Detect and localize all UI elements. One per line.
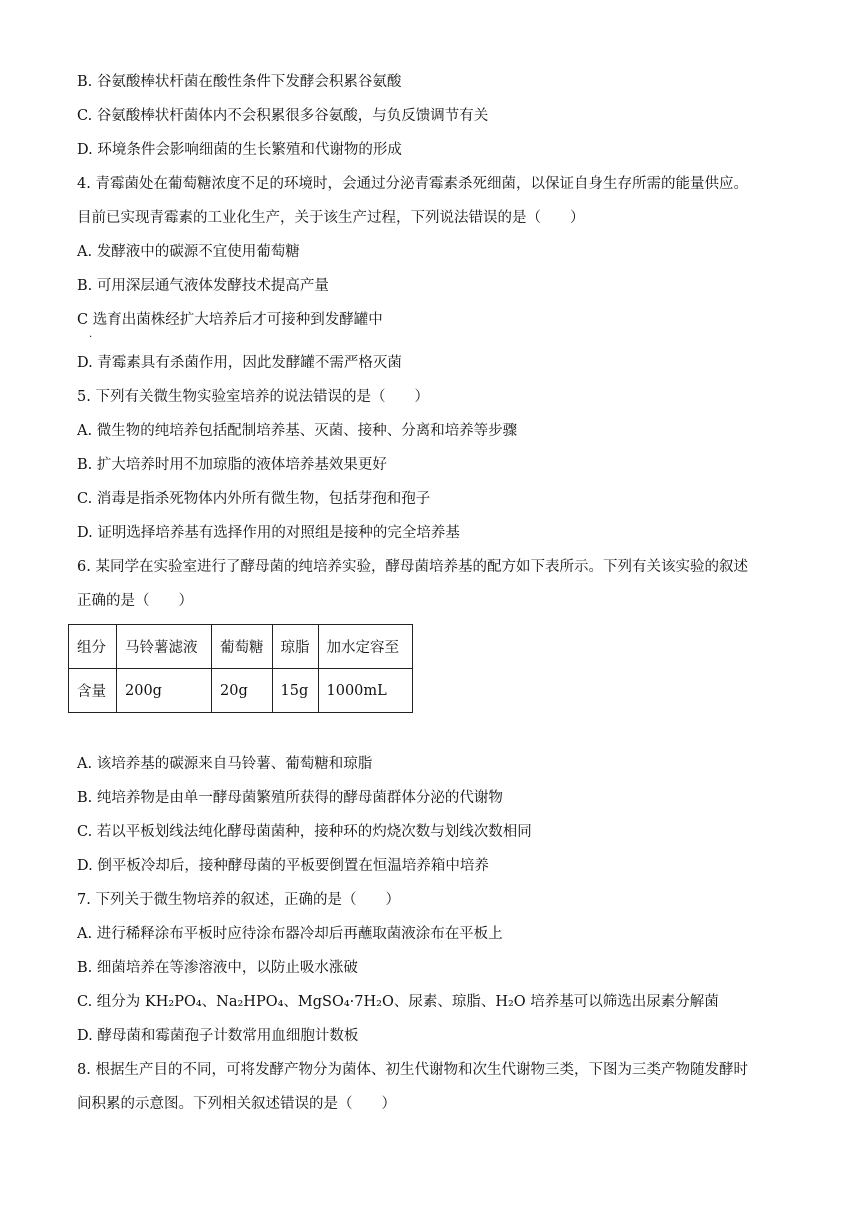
q4-stem-line-2: 目前已实现青霉素的工业化生产，关于该生产过程，下列说法错误的是（ ） [77,210,585,226]
q6-option-c: C. 若以平板划线法纯化酵母菌菌种，接种环的灼烧次数与划线次数相同 [77,824,532,840]
q4-option-d: D. 青霉素具有杀菌作用，因此发酵罐不需严格灭菌 [77,355,402,371]
q7-option-a: A. 进行稀释涂布平板时应待涂布器冷却后再蘸取菌液涂布在平板上 [77,926,503,942]
table-cell: 琼脂 [272,625,318,669]
medium-formula-table [68,624,413,713]
table-cell: 加水定容至 [318,625,412,669]
q7-stem: 7. 下列关于微生物培养的叙述，正确的是（ ） [77,892,400,908]
table-cell: 葡萄糖 [212,625,273,669]
q6-stem-line-1: 6. 某同学在实验室进行了酵母菌的纯培养实验，酵母菌培养基的配方如下表所示。下列有关该实验的叙述 [77,559,748,575]
stray-dot-mark: · [89,332,93,343]
table-cell: 1000mL [318,669,412,713]
q8-stem-line-2: 间积累的示意图。下列相关叙述错误的是（ ） [77,1096,396,1112]
table-header-row [69,625,413,669]
q6-option-b: B. 纯培养物是由单一酵母菌繁殖所获得的酵母菌群体分泌的代谢物 [77,790,503,806]
q8-stem-line-1: 8. 根据生产目的不同，可将发酵产物分为菌体、初生代谢物和次生代谢物三类，下图为三类产物随发酵时 [77,1062,748,1078]
q5-option-b: B. 扩大培养时用不加琼脂的液体培养基效果更好 [77,457,387,473]
q5-option-c: C. 消毒是指杀死物体内外所有微生物，包括芽孢和孢子 [77,491,431,507]
q4-option-a: A. 发酵液中的碳源不宜使用葡萄糖 [77,244,300,260]
table-cell: 15g [272,669,318,713]
q7-option-d: D. 酵母菌和霉菌孢子计数常用血细胞计数板 [77,1028,359,1044]
table-row [69,669,413,713]
q4-option-c: C 选育出菌株经扩大培养后才可接种到发酵罐中 [77,312,383,328]
q6-option-a: A. 该培养基的碳源来自马铃薯、葡萄糖和琼脂 [77,756,373,772]
table-cell: 200g [117,669,212,713]
q5-stem: 5. 下列有关微生物实验室培养的说法错误的是（ ） [77,389,429,405]
q3-option-b: B. 谷氨酸棒状杆菌在酸性条件下发酵会积累谷氨酸 [77,74,402,90]
q3-option-d: D. 环境条件会影响细菌的生长繁殖和代谢物的形成 [77,142,402,158]
q5-option-d: D. 证明选择培养基有选择作用的对照组是接种的完全培养基 [77,525,460,541]
q4-stem-line-1: 4. 青霉菌处在葡萄糖浓度不足的环境时，会通过分泌青霉素杀死细菌，以保证自身生存所需的能量供应。 [77,176,748,192]
q3-option-c: C. 谷氨酸棒状杆菌体内不会积累很多谷氨酸，与负反馈调节有关 [77,108,489,124]
table-cell: 20g [212,669,273,713]
q7-option-b: B. 细菌培养在等渗溶液中，以防止吸水涨破 [77,960,358,976]
q7-option-c: C. 组分为 KH₂PO₄、Na₂HPO₄、MgSO₄·7H₂O、尿素、琼脂、H₂O 培养基可以筛选出尿素分解菌 [77,994,719,1010]
table-cell: 组分 [69,625,117,669]
table-cell: 含量 [69,669,117,713]
q4-option-b: B. 可用深层通气液体发酵技术提高产量 [77,278,329,294]
q6-stem-line-2: 正确的是（ ） [77,593,193,609]
q5-option-a: A. 微生物的纯培养包括配制培养基、灭菌、接种、分离和培养等步骤 [77,423,518,439]
table-cell: 马铃薯滤液 [117,625,212,669]
q6-option-d: D. 倒平板冷却后，接种酵母菌的平板要倒置在恒温培养箱中培养 [77,858,489,874]
